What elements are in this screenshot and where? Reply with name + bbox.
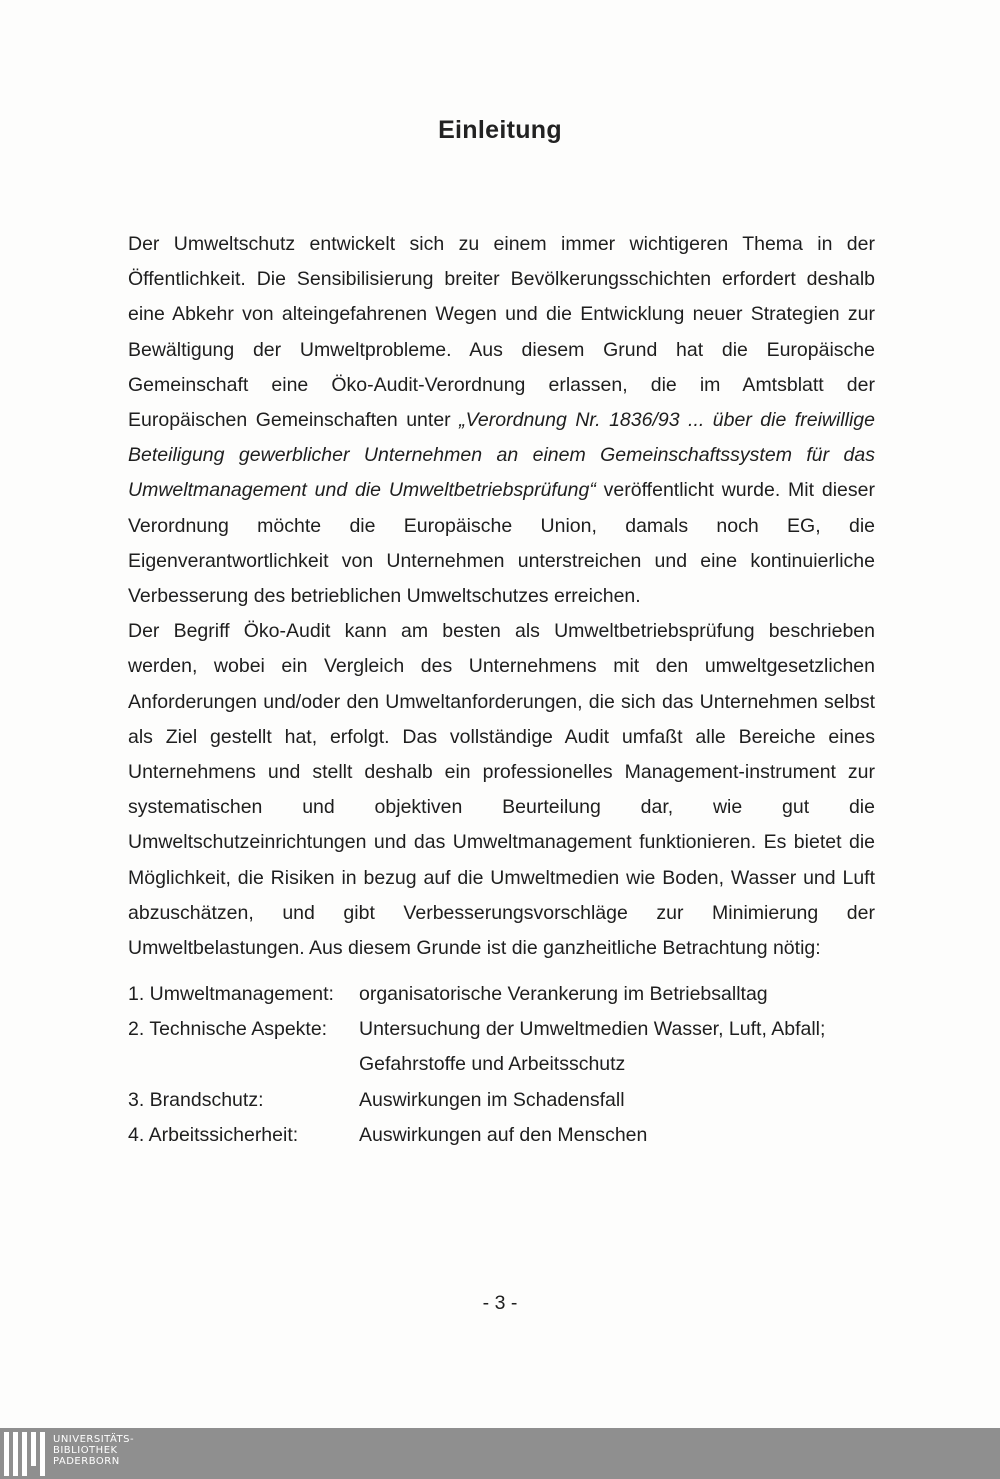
list-item: [128, 1083, 888, 1118]
list-item-line: Auswirkungen im Schadensfall: [359, 1088, 625, 1111]
regulation-title-italic: „Verordnung Nr. 1836/93 ... über die freiwillige Beteiligung gewerblicher Unternehmen an einem Gemeinschaftssystem für das Umweltmanagement und die Umweltbetriebsprüfung“: [128, 409, 875, 502]
list-item-label: 1. Umweltmanagement:: [128, 983, 334, 1005]
list-item-label: 4. Arbeitssicherheit:: [128, 1123, 299, 1146]
list-item-description: [359, 1012, 888, 1082]
list-item-label: 3. Brandschutz:: [128, 1088, 264, 1111]
page-title: Einleitung: [438, 116, 562, 144]
paragraph-2-text: Der Begriff Öko-Audit kann am besten als Umweltbetriebsprüfung beschrieben werden, wobei ein Vergleich des Unternehmens mit den umweltgesetzlichen Anforderungen und/oder den Umweltanforderungen, die sich das Unternehmen selbst als Ziel gestellt hat, erfolgt. Das vollständige Audit umfaßt alle Bereiche eines Unternehmens und stellt deshalb ein professionelles Management-instrument zur systematischen und objektiven Beurteilung dar, wie gut die Umweltschutzeinrichtungen und das Umweltmanagement funktionieren. Es bietet die Möglichkeit, die Risiken in bezug auf die Umweltmedien wie Boden, Wasser und Luft abzuschätzen, und gibt Verbesserungsvorschläge zur Minimierung der Umweltbelastungen. Aus diesem Grunde ist die ganzheitliche Betrachtung nötig:: [128, 620, 875, 960]
list-item-label: 2. Technische Aspekte:: [128, 1018, 328, 1041]
footer-bar: [0, 1428, 1000, 1479]
body-text: [128, 227, 875, 966]
paragraph-1: [128, 227, 875, 614]
logo-bars-icon: [4, 1432, 45, 1476]
logo-line: UNIVERSITÄTS-: [53, 1434, 135, 1445]
paragraph-2: [128, 614, 875, 966]
list-item: [128, 1012, 888, 1082]
list-item: [128, 977, 888, 1012]
page-number: - 3 -: [482, 1292, 518, 1314]
list-item-line: Auswirkungen auf den Menschen: [359, 1123, 648, 1146]
list-item-line: Gefahrstoffe und Arbeitsschutz: [359, 1053, 626, 1076]
list-item-line: organisatorische Verankerung im Betriebsalltag: [359, 983, 768, 1005]
logo-line: PADERBORN: [53, 1456, 120, 1467]
paragraph-1-text-end: veröffentlicht wurde. Mit dieser Verordnung möchte die Europäische Union, damals noch EG, die Eigenverantwortlichkeit von Unternehmen unterstreichen und eine kontinuierliche Verbesserung des betrieblichen Umweltschutzes erreichen.: [128, 479, 875, 608]
paragraph-1-text: Der Umweltschutz entwickelt sich zu einem immer wichtigeren Thema in der Öffentlichkeit. Die Sensibilisierung breiter Bevölkerungsschichten erfordert deshalb eine Abkehr von alteingefahrenen Wegen und die Entwicklung neuer Strategien zur Bewältigung der Umweltprobleme. Aus diesem Grund hat die Europäische Gemeinschaft eine Öko-Audit-Verordnung erlassen, die im Amtsblatt der Europäischen Gemeinschaften unter: [128, 233, 875, 432]
library-logo: [4, 1432, 134, 1476]
logo-text: [53, 1432, 134, 1467]
list-item-description: [359, 1083, 888, 1118]
list-item-line: Untersuchung der Umweltmedien Wasser, Luft, Abfall;: [359, 1018, 826, 1041]
list-item: [128, 1118, 888, 1153]
list-item-description: [359, 1118, 888, 1153]
list-item-description: [359, 977, 888, 1012]
aspect-list: [128, 977, 888, 1153]
logo-line: BIBLIOTHEK: [53, 1445, 118, 1456]
